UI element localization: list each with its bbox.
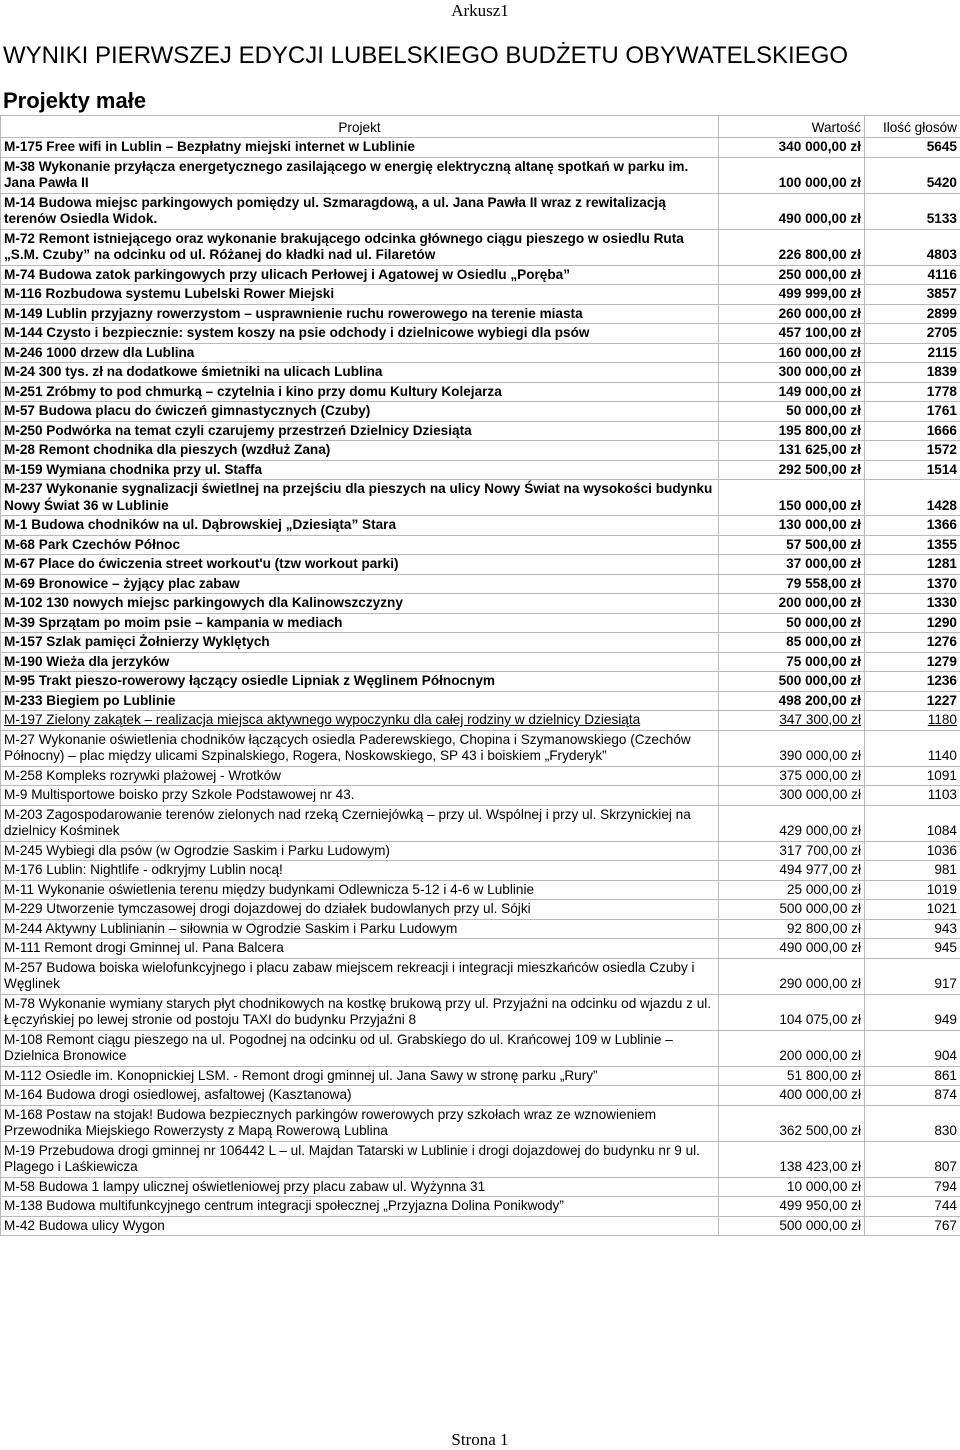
table-row bbox=[1, 766, 960, 786]
project-value-cell: 51 800,00 zł bbox=[719, 1066, 865, 1086]
project-votes-cell: 1036 bbox=[865, 841, 960, 861]
project-name-cell: M-176 Lublin: Nightlife - odkryjmy Lublin nocą! bbox=[1, 861, 719, 881]
project-votes-cell: 1428 bbox=[865, 480, 960, 516]
project-name-cell: M-95 Trakt pieszo-rowerowy łączący osiedle Lipniak z Węglinem Północnym bbox=[1, 672, 719, 692]
project-value-cell: 260 000,00 zł bbox=[719, 304, 865, 324]
project-value-cell: 10 000,00 zł bbox=[719, 1177, 865, 1197]
project-value-cell: 138 423,00 zł bbox=[719, 1141, 865, 1177]
project-value-cell: 160 000,00 zł bbox=[719, 343, 865, 363]
table-row bbox=[1, 900, 960, 920]
project-value-cell: 500 000,00 zł bbox=[719, 900, 865, 920]
project-name-cell: M-245 Wybiegi dla psów (w Ogrodzie Saskim i Parku Ludowym) bbox=[1, 841, 719, 861]
table-row bbox=[1, 672, 960, 692]
project-value-cell: 25 000,00 zł bbox=[719, 880, 865, 900]
project-votes-cell: 2705 bbox=[865, 324, 960, 344]
project-value-cell: 85 000,00 zł bbox=[719, 633, 865, 653]
project-name-cell: M-57 Budowa placu do ćwiczeń gimnastycznych (Czuby) bbox=[1, 402, 719, 422]
project-votes-cell: 1514 bbox=[865, 460, 960, 480]
project-name-cell: M-112 Osiedle im. Konopnickiej LSM. - Remont drogi gminnej ul. Jana Sawy w stronę parku „Rury” bbox=[1, 1066, 719, 1086]
column-header-value: Wartość bbox=[719, 116, 865, 138]
table-row bbox=[1, 304, 960, 324]
project-value-cell: 50 000,00 zł bbox=[719, 402, 865, 422]
project-value-cell: 149 000,00 zł bbox=[719, 382, 865, 402]
project-votes-cell: 1778 bbox=[865, 382, 960, 402]
table-row bbox=[1, 958, 960, 994]
project-name-cell: M-67 Place do ćwiczenia street workout'u (tzw workout parki) bbox=[1, 555, 719, 575]
table-row bbox=[1, 1216, 960, 1236]
project-votes-cell: 4116 bbox=[865, 265, 960, 285]
project-name-cell: M-144 Czysto i bezpiecznie: system koszy na psie odchody i dzielnicowe wybiegi dla psów bbox=[1, 324, 719, 344]
project-value-cell: 79 558,00 zł bbox=[719, 574, 865, 594]
table-row bbox=[1, 324, 960, 344]
table-row bbox=[1, 138, 960, 158]
project-name-cell: M-1 Budowa chodników na ul. Dąbrowskiej „Dziesiąta” Stara bbox=[1, 516, 719, 536]
table-row bbox=[1, 841, 960, 861]
project-value-cell: 300 000,00 zł bbox=[719, 363, 865, 383]
project-votes-cell: 1021 bbox=[865, 900, 960, 920]
project-name-cell: M-28 Remont chodnika dla pieszych (wzdłuż Zana) bbox=[1, 441, 719, 461]
project-votes-cell: 5420 bbox=[865, 157, 960, 193]
project-votes-cell: 1839 bbox=[865, 363, 960, 383]
project-name-cell: M-246 1000 drzew dla Lublina bbox=[1, 343, 719, 363]
table-row bbox=[1, 1177, 960, 1197]
table-row bbox=[1, 157, 960, 193]
table-row bbox=[1, 193, 960, 229]
project-name-cell: M-168 Postaw na stojak! Budowa bezpiecznych parkingów rowerowych przy szkołach wraz ze wznowieniem Przewodnika Miejskiego Rowerzysty z Mapą Rowerową Lublina bbox=[1, 1105, 719, 1141]
project-value-cell: 400 000,00 zł bbox=[719, 1086, 865, 1106]
project-votes-cell: 1281 bbox=[865, 555, 960, 575]
table-row bbox=[1, 402, 960, 422]
project-votes-cell: 4803 bbox=[865, 229, 960, 265]
project-value-cell: 499 999,00 zł bbox=[719, 285, 865, 305]
project-name-cell: M-233 Biegiem po Lublinie bbox=[1, 691, 719, 711]
project-votes-cell: 1140 bbox=[865, 730, 960, 766]
table-row bbox=[1, 1141, 960, 1177]
project-votes-cell: 949 bbox=[865, 994, 960, 1030]
project-value-cell: 347 300,00 zł bbox=[719, 711, 865, 731]
project-votes-cell: 1279 bbox=[865, 652, 960, 672]
project-name-cell: M-39 Sprzątam po moim psie – kampania w mediach bbox=[1, 613, 719, 633]
project-votes-cell: 1761 bbox=[865, 402, 960, 422]
project-name-cell: M-78 Wykonanie wymiany starych płyt chodnikowych na kostkę brukową przy ul. Przyjaźni na odcinku od wjazdu z ul. Łęczyńskiej po lewej stronie od postoju TAXI do budynku Przyjaźni 8 bbox=[1, 994, 719, 1030]
project-value-cell: 490 000,00 zł bbox=[719, 939, 865, 959]
project-name-cell: M-24 300 tys. zł na dodatkowe śmietniki na ulicach Lublina bbox=[1, 363, 719, 383]
project-votes-cell: 2115 bbox=[865, 343, 960, 363]
project-value-cell: 340 000,00 zł bbox=[719, 138, 865, 158]
project-value-cell: 150 000,00 zł bbox=[719, 480, 865, 516]
table-row bbox=[1, 535, 960, 555]
project-name-cell: M-197 Zielony zakątek – realizacja miejsca aktywnego wypoczynku dla całej rodziny w dzielnicy Dziesiąta bbox=[1, 711, 719, 731]
table-row bbox=[1, 460, 960, 480]
document-title: WYNIKI PIERWSZEJ EDYCJI LUBELSKIEGO BUDŻETU OBYWATELSKIEGO bbox=[3, 42, 849, 69]
project-value-cell: 250 000,00 zł bbox=[719, 265, 865, 285]
project-value-cell: 195 800,00 zł bbox=[719, 421, 865, 441]
page-footer: Strona 1 bbox=[451, 1430, 509, 1449]
project-votes-cell: 1236 bbox=[865, 672, 960, 692]
sheet-name: Arkusz1 bbox=[451, 1, 509, 20]
project-value-cell: 499 950,00 zł bbox=[719, 1197, 865, 1217]
project-value-cell: 317 700,00 zł bbox=[719, 841, 865, 861]
project-votes-cell: 5645 bbox=[865, 138, 960, 158]
project-value-cell: 104 075,00 zł bbox=[719, 994, 865, 1030]
project-value-cell: 92 800,00 zł bbox=[719, 919, 865, 939]
table-row bbox=[1, 594, 960, 614]
project-votes-cell: 1276 bbox=[865, 633, 960, 653]
project-value-cell: 290 000,00 zł bbox=[719, 958, 865, 994]
project-value-cell: 300 000,00 zł bbox=[719, 786, 865, 806]
project-value-cell: 500 000,00 zł bbox=[719, 672, 865, 692]
project-name-cell: M-175 Free wifi in Lublin – Bezpłatny miejski internet w Lublinie bbox=[1, 138, 719, 158]
table-row bbox=[1, 265, 960, 285]
table-row bbox=[1, 441, 960, 461]
project-votes-cell: 1370 bbox=[865, 574, 960, 594]
table-row bbox=[1, 1105, 960, 1141]
project-votes-cell: 861 bbox=[865, 1066, 960, 1086]
project-name-cell: M-68 Park Czechów Północ bbox=[1, 535, 719, 555]
project-name-cell: M-203 Zagospodarowanie terenów zielonych nad rzeką Czerniejówką – przy ul. Wspólnej i przy ul. Skrzynickiej na dzielnicy Kośminek bbox=[1, 805, 719, 841]
table-row bbox=[1, 786, 960, 806]
table-row bbox=[1, 805, 960, 841]
project-name-cell: M-251 Zróbmy to pod chmurką – czytelnia i kino przy domu Kultury Kolejarza bbox=[1, 382, 719, 402]
project-votes-cell: 917 bbox=[865, 958, 960, 994]
project-votes-cell: 1290 bbox=[865, 613, 960, 633]
project-name-cell: M-149 Lublin przyjazny rowerzystom – usprawnienie ruchu rowerowego na terenie miasta bbox=[1, 304, 719, 324]
project-name-cell: M-108 Remont ciągu pieszego na ul. Pogodnej na odcinku od ul. Grabskiego do ul. Krańcowej 109 w Lublinie – Dzielnica Bronowice bbox=[1, 1030, 719, 1066]
table-row bbox=[1, 1086, 960, 1106]
project-votes-cell: 744 bbox=[865, 1197, 960, 1217]
project-name-cell: M-111 Remont drogi Gminnej ul. Pana Balcera bbox=[1, 939, 719, 959]
project-name-cell: M-159 Wymiana chodnika przy ul. Staffa bbox=[1, 460, 719, 480]
table-row bbox=[1, 939, 960, 959]
project-name-cell: M-38 Wykonanie przyłącza energetycznego zasilającego w energię elektryczną altanę spotkań w parku im. Jana Pawła II bbox=[1, 157, 719, 193]
project-name-cell: M-258 Kompleks rozrywki plażowej - Wrotków bbox=[1, 766, 719, 786]
project-value-cell: 375 000,00 zł bbox=[719, 766, 865, 786]
project-votes-cell: 1666 bbox=[865, 421, 960, 441]
project-votes-cell: 1330 bbox=[865, 594, 960, 614]
project-name-cell: M-164 Budowa drogi osiedlowej, asfaltowej (Kasztanowa) bbox=[1, 1086, 719, 1106]
project-votes-cell: 945 bbox=[865, 939, 960, 959]
table-row bbox=[1, 480, 960, 516]
table-row bbox=[1, 382, 960, 402]
table-row bbox=[1, 229, 960, 265]
project-value-cell: 429 000,00 zł bbox=[719, 805, 865, 841]
table-row bbox=[1, 861, 960, 881]
project-votes-cell: 1572 bbox=[865, 441, 960, 461]
project-name-cell: M-237 Wykonanie sygnalizacji świetlnej na przejściu dla pieszych na ulicy Nowy Świat na wysokości budynku Nowy Świat 36 w Lublinie bbox=[1, 480, 719, 516]
project-name-cell: M-74 Budowa zatok parkingowych przy ulicach Perłowej i Agatowej w Osiedlu „Poręba” bbox=[1, 265, 719, 285]
table-row bbox=[1, 1197, 960, 1217]
project-name-cell: M-27 Wykonanie oświetlenia chodników łączących osiedla Paderewskiego, Chopina i Szymanowskiego (Czechów Północny) – plac między ulicami Szpinalskiego, Rogera, Noskowskiego, SP 43 i boiskiem „Fryderyk” bbox=[1, 730, 719, 766]
project-name-cell: M-58 Budowa 1 lampy ulicznej oświetleniowej przy placu zabaw ul. Wyżynna 31 bbox=[1, 1177, 719, 1197]
table-row bbox=[1, 994, 960, 1030]
table-row bbox=[1, 919, 960, 939]
project-value-cell: 457 100,00 zł bbox=[719, 324, 865, 344]
project-votes-cell: 904 bbox=[865, 1030, 960, 1066]
table-row bbox=[1, 730, 960, 766]
project-votes-cell: 874 bbox=[865, 1086, 960, 1106]
table-row bbox=[1, 613, 960, 633]
project-name-cell: M-250 Podwórka na temat czyli czarujemy przestrzeń Dzielnicy Dziesiąta bbox=[1, 421, 719, 441]
project-value-cell: 390 000,00 zł bbox=[719, 730, 865, 766]
project-votes-cell: 1180 bbox=[865, 711, 960, 731]
project-value-cell: 75 000,00 zł bbox=[719, 652, 865, 672]
project-name-cell: M-14 Budowa miejsc parkingowych pomiędzy ul. Szmaragdową, a ul. Jana Pawła II wraz z rewitalizacją terenów Osiedla Widok. bbox=[1, 193, 719, 229]
table-row bbox=[1, 652, 960, 672]
project-votes-cell: 1227 bbox=[865, 691, 960, 711]
project-value-cell: 100 000,00 zł bbox=[719, 157, 865, 193]
table-row bbox=[1, 421, 960, 441]
project-value-cell: 498 200,00 zł bbox=[719, 691, 865, 711]
table-row bbox=[1, 691, 960, 711]
project-votes-cell: 794 bbox=[865, 1177, 960, 1197]
project-value-cell: 57 500,00 zł bbox=[719, 535, 865, 555]
project-votes-cell: 5133 bbox=[865, 193, 960, 229]
project-votes-cell: 981 bbox=[865, 861, 960, 881]
table-row bbox=[1, 363, 960, 383]
project-votes-cell: 1084 bbox=[865, 805, 960, 841]
table-header-row bbox=[1, 116, 960, 138]
project-value-cell: 130 000,00 zł bbox=[719, 516, 865, 536]
table-row bbox=[1, 574, 960, 594]
table-row bbox=[1, 880, 960, 900]
project-value-cell: 200 000,00 zł bbox=[719, 594, 865, 614]
document-subtitle: Projekty małe bbox=[3, 88, 147, 113]
project-votes-cell: 1103 bbox=[865, 786, 960, 806]
project-value-cell: 131 625,00 zł bbox=[719, 441, 865, 461]
project-name-cell: M-116 Rozbudowa systemu Lubelski Rower Miejski bbox=[1, 285, 719, 305]
project-value-cell: 50 000,00 zł bbox=[719, 613, 865, 633]
project-name-cell: M-19 Przebudowa drogi gminnej nr 106442 L – ul. Majdan Tatarski w Lublinie i drogi dojazdowej do budynku nr 9 ul. Plagego i Laśkiewicza bbox=[1, 1141, 719, 1177]
project-value-cell: 292 500,00 zł bbox=[719, 460, 865, 480]
table-row bbox=[1, 633, 960, 653]
project-value-cell: 362 500,00 zł bbox=[719, 1105, 865, 1141]
project-votes-cell: 1019 bbox=[865, 880, 960, 900]
project-votes-cell: 830 bbox=[865, 1105, 960, 1141]
project-value-cell: 37 000,00 zł bbox=[719, 555, 865, 575]
results-table bbox=[0, 115, 960, 1236]
project-name-cell: M-11 Wykonanie oświetlenia terenu między budynkami Odlewnicza 5-12 i 4-6 w Lublinie bbox=[1, 880, 719, 900]
project-name-cell: M-244 Aktywny Lublinianin – siłownia w Ogrodzie Saskim i Parku Ludowym bbox=[1, 919, 719, 939]
project-name-cell: M-190 Wieża dla jerzyków bbox=[1, 652, 719, 672]
table-row bbox=[1, 555, 960, 575]
project-votes-cell: 2899 bbox=[865, 304, 960, 324]
table-row bbox=[1, 1066, 960, 1086]
table-row bbox=[1, 343, 960, 363]
project-name-cell: M-102 130 nowych miejsc parkingowych dla Kalinowszczyzny bbox=[1, 594, 719, 614]
project-name-cell: M-72 Remont istniejącego oraz wykonanie brakującego odcinka głównego ciągu pieszego w osiedlu Ruta „S.M. Czuby” na odcinku od ul. Różanej do kładki nad ul. Filaretów bbox=[1, 229, 719, 265]
table-row bbox=[1, 516, 960, 536]
project-votes-cell: 1355 bbox=[865, 535, 960, 555]
project-name-cell: M-69 Bronowice – żyjący plac zabaw bbox=[1, 574, 719, 594]
project-value-cell: 500 000,00 zł bbox=[719, 1216, 865, 1236]
project-name-cell: M-42 Budowa ulicy Wygon bbox=[1, 1216, 719, 1236]
column-header-votes: Ilość głosów bbox=[865, 116, 960, 138]
project-value-cell: 490 000,00 zł bbox=[719, 193, 865, 229]
table-row bbox=[1, 711, 960, 731]
project-name-cell: M-229 Utworzenie tymczasowej drogi dojazdowej do działek budowlanych przy ul. Sójki bbox=[1, 900, 719, 920]
project-name-cell: M-257 Budowa boiska wielofunkcyjnego i placu zabaw miejscem rekreacji i integracji mieszkańców osiedla Czuby i Węglinek bbox=[1, 958, 719, 994]
table-row bbox=[1, 1030, 960, 1066]
project-votes-cell: 3857 bbox=[865, 285, 960, 305]
project-name-cell: M-157 Szlak pamięci Żołnierzy Wyklętych bbox=[1, 633, 719, 653]
project-value-cell: 200 000,00 zł bbox=[719, 1030, 865, 1066]
project-votes-cell: 1366 bbox=[865, 516, 960, 536]
project-votes-cell: 1091 bbox=[865, 766, 960, 786]
project-name-cell: M-9 Multisportowe boisko przy Szkole Podstawowej nr 43. bbox=[1, 786, 719, 806]
table-body bbox=[1, 138, 960, 1236]
project-votes-cell: 943 bbox=[865, 919, 960, 939]
project-value-cell: 226 800,00 zł bbox=[719, 229, 865, 265]
project-name-cell: M-138 Budowa multifunkcyjnego centrum integracji społecznej „Przyjazna Dolina Ponikwody” bbox=[1, 1197, 719, 1217]
project-value-cell: 494 977,00 zł bbox=[719, 861, 865, 881]
project-votes-cell: 767 bbox=[865, 1216, 960, 1236]
project-votes-cell: 807 bbox=[865, 1141, 960, 1177]
column-header-project: Projekt bbox=[1, 116, 719, 138]
table-row bbox=[1, 285, 960, 305]
